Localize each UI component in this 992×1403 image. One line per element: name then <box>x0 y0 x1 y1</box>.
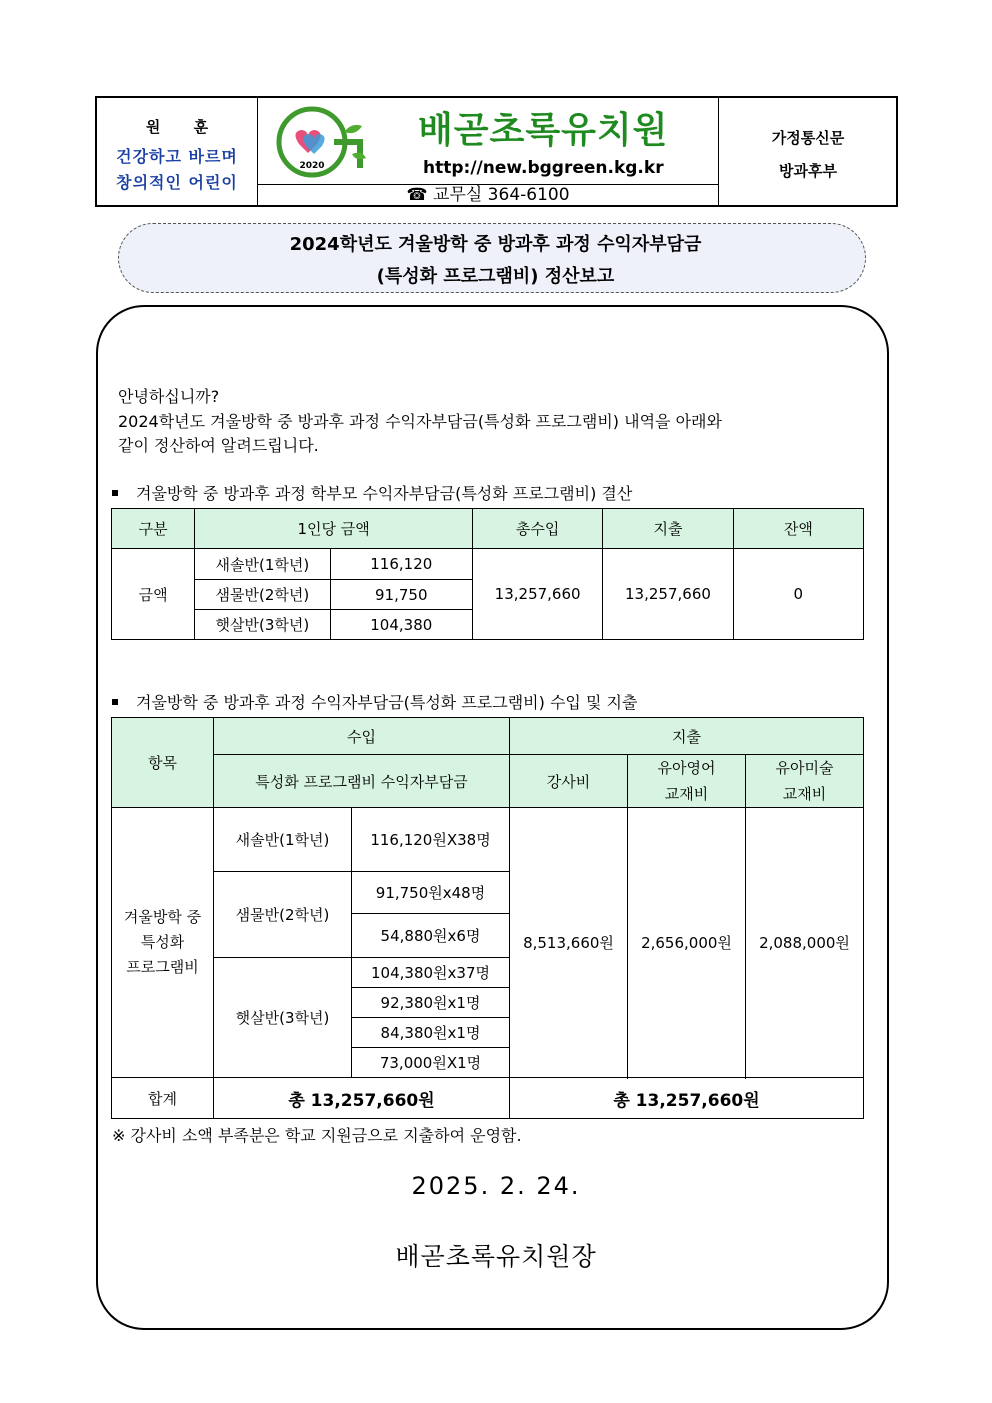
document-type: 가정통신문 <box>771 129 845 147</box>
footnote: ※ 강사비 소액 부족분은 학교 지원금으로 지출하여 운영함. <box>112 1126 522 1145</box>
letterhead <box>95 96 898 207</box>
instructor-cost: 8,513,660원 <box>510 808 628 1078</box>
department: 방과후부 <box>779 162 837 180</box>
school-url[interactable]: http://new.bggreen.kg.kr <box>423 158 664 178</box>
title-line-1: 2024학년도 겨울방학 중 방과후 과정 수익자부담금 <box>289 234 702 255</box>
total-income: 13,257,660 <box>472 549 602 640</box>
col-header-expense: 지출 <box>510 718 864 755</box>
phone-number: ☎ 교무실 364-6100 <box>258 184 718 205</box>
col-header-item: 항목 <box>112 718 214 808</box>
col-header-expense: 지출 <box>603 509 733 549</box>
balance: 0 <box>733 549 863 640</box>
total-expense: 총 13,257,660원 <box>510 1078 864 1119</box>
motto-box <box>97 98 258 205</box>
report-title <box>118 223 866 293</box>
english-materials-cost: 2,656,000원 <box>628 808 746 1078</box>
school-info <box>258 98 718 205</box>
intro-line-1: 2024학년도 겨울방학 중 방과후 과정 수익자부담금(특성화 프로그램비) 내역을 아래와 <box>118 412 722 431</box>
motto-title: 원 훈 <box>145 118 223 136</box>
income-expense-table <box>111 717 864 1119</box>
class-1-name: 새솔반(1학년) <box>214 808 352 872</box>
total-income: 총 13,257,660원 <box>214 1078 510 1119</box>
bullet-icon <box>112 490 118 496</box>
col-header-per-person: 1인당 금액 <box>195 509 473 549</box>
subheader-english-materials: 유아영어 교재비 <box>628 755 746 808</box>
class-3-fee: 92,380원x1명 <box>352 988 510 1018</box>
class-name: 새솔반(1학년) <box>195 549 330 580</box>
class-3-fee: 84,380원x1명 <box>352 1018 510 1048</box>
subheader-instructor: 강사비 <box>510 755 628 808</box>
school-logo <box>272 106 370 178</box>
col-header-total-income: 총수입 <box>472 509 602 549</box>
col-header-category: 구분 <box>112 509 195 549</box>
bullet-icon <box>112 699 118 705</box>
item-label: 겨울방학 중 특성화 프로그램비 <box>112 808 214 1078</box>
col-header-balance: 잔액 <box>733 509 863 549</box>
row-label-amount: 금액 <box>112 549 195 640</box>
report-date: 2025. 2. 24. <box>411 1172 581 1200</box>
greeting: 안녕하십니까? <box>118 387 220 406</box>
class-amount: 104,380 <box>330 610 472 640</box>
class-2-fee: 54,880원x6명 <box>352 914 510 958</box>
subheader-program-fee: 특성화 프로그램비 수익자부담금 <box>214 755 510 808</box>
class-amount: 91,750 <box>330 580 472 610</box>
section1-heading: 겨울방학 중 방과후 과정 학부모 수익자부담금(특성화 프로그램비) 결산 <box>112 481 632 504</box>
art-materials-cost: 2,088,000원 <box>746 808 864 1078</box>
class-3-name: 햇살반(3학년) <box>214 958 352 1078</box>
intro-line-2: 같이 정산하여 알려드립니다. <box>118 436 319 455</box>
svg-text:2020: 2020 <box>299 161 325 171</box>
col-header-income: 수입 <box>214 718 510 755</box>
class-1-fee: 116,120원X38명 <box>352 808 510 872</box>
school-name: 배곧초록유치원 <box>418 110 669 151</box>
subheader-art-materials: 유아미술 교재비 <box>746 755 864 808</box>
class-name: 샘물반(2학년) <box>195 580 330 610</box>
title-line-2: (특성화 프로그램비) 정산보고 <box>376 266 615 287</box>
class-3-fee: 73,000원X1명 <box>352 1048 510 1078</box>
section2-heading: 겨울방학 중 방과후 과정 수익자부담금(특성화 프로그램비) 수입 및 지출 <box>112 690 637 713</box>
document-type-box <box>718 98 897 205</box>
settlement-table <box>111 508 864 640</box>
class-3-fee: 104,380원x37명 <box>352 958 510 988</box>
motto-line-1: 건강하고 바르며 <box>116 147 238 166</box>
class-2-fee: 91,750원x48명 <box>352 872 510 914</box>
expense: 13,257,660 <box>603 549 733 640</box>
principal-signature: 배곧초록유치원장 <box>395 1242 597 1271</box>
motto-line-2: 창의적인 어린이 <box>116 173 238 192</box>
total-label: 합계 <box>112 1078 214 1119</box>
class-amount: 116,120 <box>330 549 472 580</box>
class-2-name: 샘물반(2학년) <box>214 872 352 958</box>
class-name: 햇살반(3학년) <box>195 610 330 640</box>
